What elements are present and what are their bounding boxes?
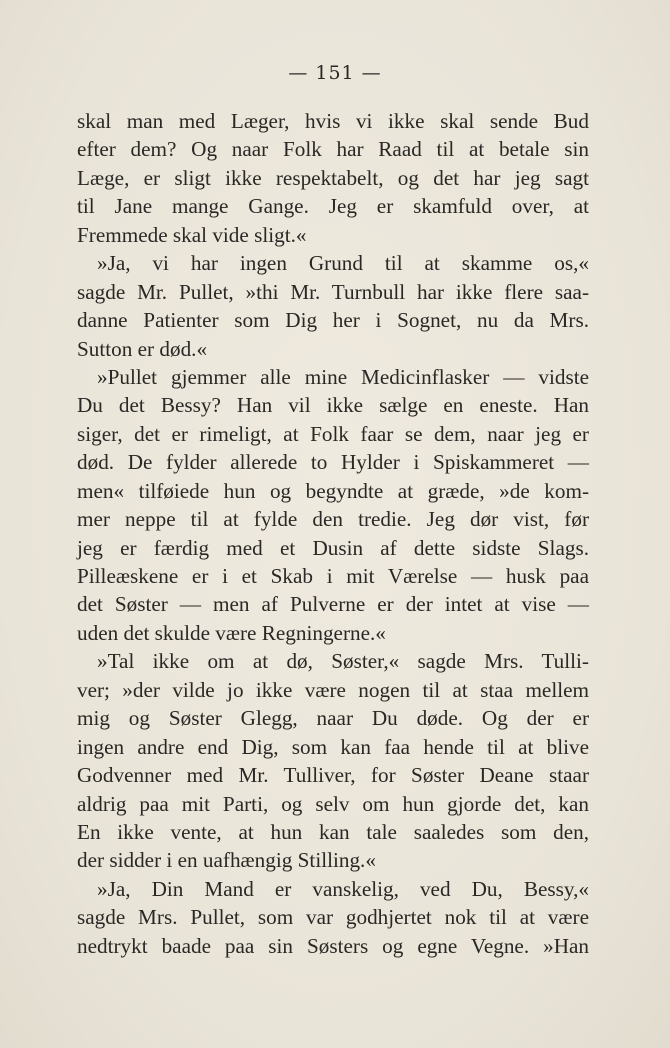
text-line: til Jane mange Gange. Jeg er skamfuld over, at xyxy=(77,194,589,219)
text-line: »Tal ikke om at dø, Søster,« sagde Mrs. Tulli- xyxy=(97,649,589,674)
text-line: aldrig paa mit Parti, og selv om hun gjorde det, kan xyxy=(77,791,589,816)
text-line: sagde Mrs. Pullet, som var godhjertet nok til at være xyxy=(77,905,589,930)
text-line: skal man med Læger, hvis vi ikke skal sende Bud xyxy=(77,109,589,133)
text-line: sagde Mr. Pullet, »thi Mr. Turnbull har ikke flere saa- xyxy=(77,279,589,304)
text-line: »Pullet gjemmer alle mine Medicinflasker — vidste xyxy=(97,364,589,389)
text-line: Sutton er død.« xyxy=(77,336,208,361)
text-line: død. De fylder allerede to Hylder i Spiskammeret — xyxy=(77,450,589,475)
text-line: nedtrykt baade paa sin Søsters og egne Vegne. »Han xyxy=(77,933,589,958)
body-text xyxy=(77,107,589,960)
text-line: siger, det er rimeligt, at Folk faar se dem, naar jeg er xyxy=(77,421,589,446)
text-line: mig og Søster Glegg, naar Du døde. Og der er xyxy=(77,706,589,731)
text-line: Fremmede skal vide sligt.« xyxy=(77,222,307,247)
page-number: — 151 — xyxy=(288,62,382,84)
text-line: der sidder i en uafhængig Stilling.« xyxy=(77,848,376,873)
text-line: »Ja, vi har ingen Grund til at skamme os,« xyxy=(97,251,589,276)
text-line: danne Patienter som Dig her i Sognet, nu da Mrs. xyxy=(77,308,589,333)
text-line: Du det Bessy? Han vil ikke sælge en eneste. Han xyxy=(77,393,589,418)
text-line: Godvenner med Mr. Tulliver, for Søster Deane staar xyxy=(77,763,589,788)
text-line: uden det skulde være Regningerne.« xyxy=(77,620,386,645)
text-line: En ikke vente, at hun kan tale saaledes som den, xyxy=(77,819,589,844)
text-line: »Ja, Din Mand er vanskelig, ved Du, Bessy,« xyxy=(97,876,589,901)
text-line: ingen andre end Dig, som kan faa hende til at blive xyxy=(77,734,589,759)
text-line: jeg er færdig med et Dusin af dette sidste Slags. xyxy=(77,535,589,560)
text-line: efter dem? Og naar Folk har Raad til at betale sin xyxy=(77,137,589,162)
text-line: ver; »der vilde jo ikke være nogen til at staa mellem xyxy=(77,677,589,702)
text-line: men« tilføiede hun og begyndte at græde, »de kom- xyxy=(77,478,589,503)
text-line: Læge, er sligt ikke respektabelt, og det har jeg sagt xyxy=(77,165,589,190)
text-line: det Søster — men af Pulverne er der intet at vise — xyxy=(77,592,589,617)
text-line: Pilleæskene er i et Skab i mit Værelse — husk paa xyxy=(77,564,589,588)
text-line: mer neppe til at fylde den tredie. Jeg dør vist, før xyxy=(77,507,589,532)
